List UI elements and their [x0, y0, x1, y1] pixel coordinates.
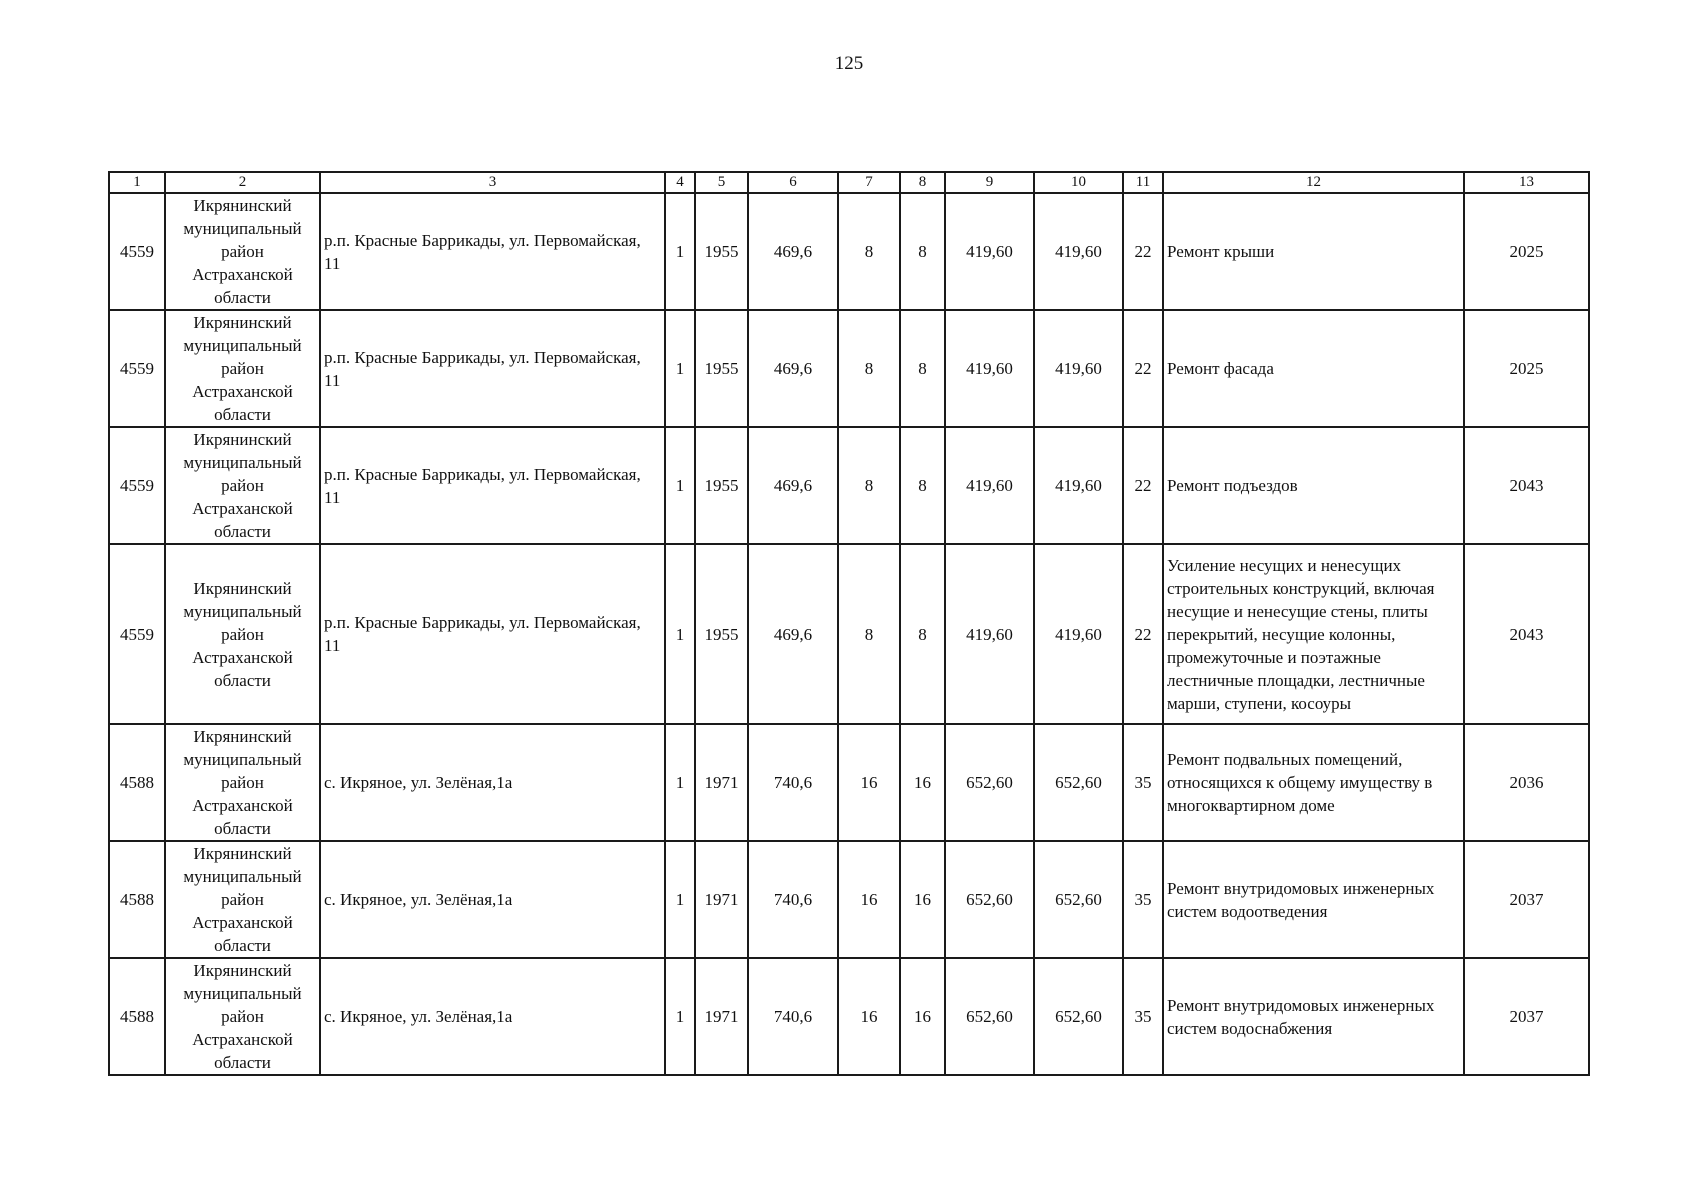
cell-address: с. Икряное, ул. Зелёная,1а [320, 724, 665, 841]
cell-number: 4559 [109, 193, 165, 310]
cell-district: Икрянинский муниципальный район Астраханской области [165, 958, 320, 1075]
cell-col9: 419,60 [945, 427, 1034, 544]
cell-plan-year: 2037 [1464, 841, 1589, 958]
cell-total-area: 469,6 [748, 310, 838, 427]
page-number: 125 [834, 53, 864, 74]
cell-col4: 1 [665, 544, 695, 724]
cell-col8: 16 [900, 724, 945, 841]
cell-year: 1971 [695, 841, 748, 958]
cell-col8: 16 [900, 958, 945, 1075]
cell-col8: 8 [900, 544, 945, 724]
cell-col11: 35 [1123, 724, 1163, 841]
cell-col7: 8 [838, 310, 900, 427]
cell-col10: 419,60 [1034, 427, 1123, 544]
cell-plan-year: 2036 [1464, 724, 1589, 841]
column-header: 12 [1163, 172, 1464, 193]
cell-district: Икрянинский муниципальный район Астраханской области [165, 193, 320, 310]
column-header: 5 [695, 172, 748, 193]
cell-col8: 8 [900, 427, 945, 544]
cell-address: р.п. Красные Баррикады, ул. Первомайская, 11 [320, 310, 665, 427]
cell-year: 1971 [695, 958, 748, 1075]
cell-col11: 35 [1123, 841, 1163, 958]
cell-col7: 16 [838, 841, 900, 958]
table-row [109, 724, 1589, 841]
cell-total-area: 740,6 [748, 841, 838, 958]
cell-district: Икрянинский муниципальный район Астраханской области [165, 310, 320, 427]
cell-col8: 16 [900, 841, 945, 958]
cell-col9: 652,60 [945, 724, 1034, 841]
cell-number: 4559 [109, 544, 165, 724]
cell-col8: 8 [900, 310, 945, 427]
column-header: 9 [945, 172, 1034, 193]
cell-plan-year: 2043 [1464, 544, 1589, 724]
cell-col11: 35 [1123, 958, 1163, 1075]
table-row [109, 310, 1589, 427]
column-header: 10 [1034, 172, 1123, 193]
cell-col4: 1 [665, 958, 695, 1075]
column-header: 4 [665, 172, 695, 193]
cell-col9: 419,60 [945, 544, 1034, 724]
column-header: 7 [838, 172, 900, 193]
cell-total-area: 740,6 [748, 958, 838, 1075]
cell-work-type: Ремонт подъездов [1163, 427, 1464, 544]
cell-address: р.п. Красные Баррикады, ул. Первомайская, 11 [320, 193, 665, 310]
column-header: 6 [748, 172, 838, 193]
cell-plan-year: 2025 [1464, 193, 1589, 310]
cell-year: 1955 [695, 427, 748, 544]
cell-plan-year: 2037 [1464, 958, 1589, 1075]
column-header: 3 [320, 172, 665, 193]
cell-col11: 22 [1123, 193, 1163, 310]
cell-col4: 1 [665, 427, 695, 544]
column-header-row [109, 172, 1589, 193]
cell-year: 1955 [695, 310, 748, 427]
cell-address: с. Икряное, ул. Зелёная,1а [320, 841, 665, 958]
cell-col9: 652,60 [945, 841, 1034, 958]
cell-work-type: Ремонт внутридомовых инженерных систем водоотведения [1163, 841, 1464, 958]
cell-work-type: Ремонт подвальных помещений, относящихся к общему имуществу в многоквартирном доме [1163, 724, 1464, 841]
cell-plan-year: 2025 [1464, 310, 1589, 427]
cell-total-area: 469,6 [748, 544, 838, 724]
cell-total-area: 740,6 [748, 724, 838, 841]
cell-address: р.п. Красные Баррикады, ул. Первомайская, 11 [320, 544, 665, 724]
cell-plan-year: 2043 [1464, 427, 1589, 544]
cell-col9: 419,60 [945, 310, 1034, 427]
cell-year: 1971 [695, 724, 748, 841]
cell-district: Икрянинский муниципальный район Астраханской области [165, 544, 320, 724]
column-header: 1 [109, 172, 165, 193]
cell-year: 1955 [695, 193, 748, 310]
cell-year: 1955 [695, 544, 748, 724]
column-header: 11 [1123, 172, 1163, 193]
table-row [109, 544, 1589, 724]
cell-district: Икрянинский муниципальный район Астраханской области [165, 724, 320, 841]
column-header: 2 [165, 172, 320, 193]
column-header: 8 [900, 172, 945, 193]
cell-col10: 652,60 [1034, 841, 1123, 958]
cell-col9: 419,60 [945, 193, 1034, 310]
cell-col4: 1 [665, 841, 695, 958]
cell-work-type: Ремонт крыши [1163, 193, 1464, 310]
cell-total-area: 469,6 [748, 427, 838, 544]
cell-col11: 22 [1123, 310, 1163, 427]
capital-repair-table [108, 171, 1590, 1076]
cell-district: Икрянинский муниципальный район Астраханской области [165, 841, 320, 958]
cell-address: р.п. Красные Баррикады, ул. Первомайская, 11 [320, 427, 665, 544]
cell-address: с. Икряное, ул. Зелёная,1а [320, 958, 665, 1075]
cell-col10: 652,60 [1034, 724, 1123, 841]
cell-col9: 652,60 [945, 958, 1034, 1075]
cell-number: 4559 [109, 310, 165, 427]
table-row [109, 841, 1589, 958]
cell-col7: 8 [838, 427, 900, 544]
cell-work-type: Ремонт фасада [1163, 310, 1464, 427]
cell-number: 4559 [109, 427, 165, 544]
table-row [109, 193, 1589, 310]
cell-col10: 419,60 [1034, 310, 1123, 427]
cell-col11: 22 [1123, 544, 1163, 724]
cell-district: Икрянинский муниципальный район Астраханской области [165, 427, 320, 544]
cell-number: 4588 [109, 841, 165, 958]
cell-col4: 1 [665, 310, 695, 427]
cell-total-area: 469,6 [748, 193, 838, 310]
cell-col10: 652,60 [1034, 958, 1123, 1075]
cell-work-type: Усиление несущих и ненесущих строительных конструкций, включая несущие и ненесущие стены, плиты перекрытий, несущие колонны, промежуточные и поэтажные лестничные площадки, лестничные марши, ступени, косоуры [1163, 544, 1464, 724]
cell-col7: 16 [838, 724, 900, 841]
column-header: 13 [1464, 172, 1589, 193]
cell-col8: 8 [900, 193, 945, 310]
cell-col10: 419,60 [1034, 544, 1123, 724]
cell-work-type: Ремонт внутридомовых инженерных систем водоснабжения [1163, 958, 1464, 1075]
cell-col7: 16 [838, 958, 900, 1075]
cell-number: 4588 [109, 724, 165, 841]
cell-col7: 8 [838, 544, 900, 724]
cell-number: 4588 [109, 958, 165, 1075]
cell-col7: 8 [838, 193, 900, 310]
cell-col4: 1 [665, 724, 695, 841]
cell-col4: 1 [665, 193, 695, 310]
cell-col11: 22 [1123, 427, 1163, 544]
table-row [109, 427, 1589, 544]
cell-col10: 419,60 [1034, 193, 1123, 310]
table-row [109, 958, 1589, 1075]
